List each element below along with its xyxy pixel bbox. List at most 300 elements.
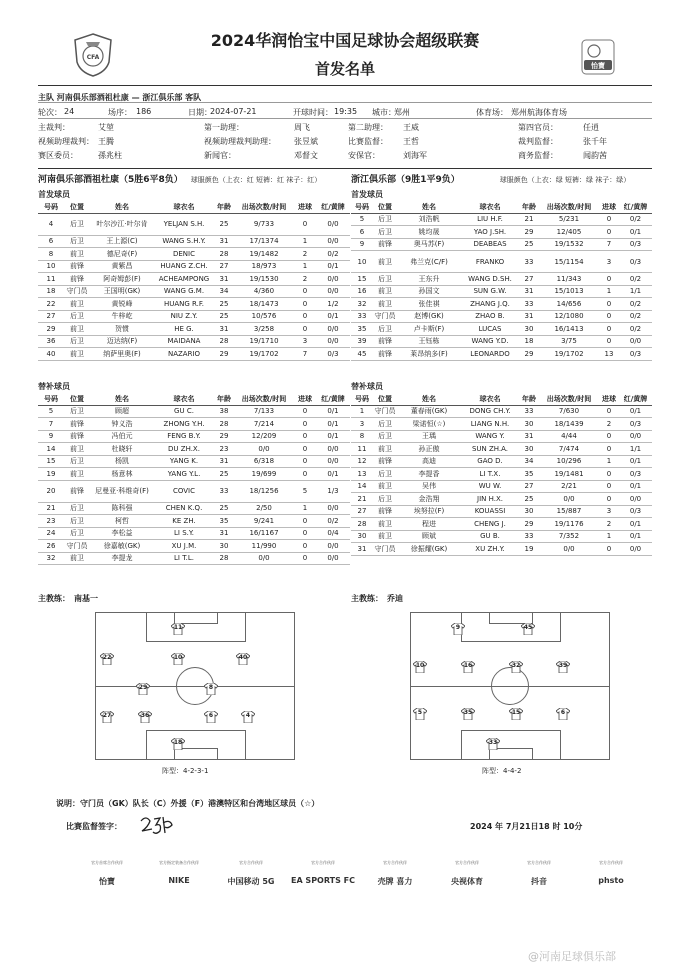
shirt-number: 8 (38, 248, 64, 261)
goals: 0 (599, 323, 619, 336)
official-name: 刘海军 (403, 151, 427, 160)
age: 28 (214, 248, 234, 261)
player-name: 陈科强 (90, 502, 154, 515)
marker-number: 10 (415, 662, 425, 669)
goals: 0 (294, 527, 316, 540)
position: 前卫 (373, 298, 397, 311)
cards: 0/3 (619, 505, 652, 518)
shirt-number: 14 (38, 443, 64, 456)
cards: 0/1 (619, 530, 652, 543)
age: 31 (214, 527, 234, 540)
apps-minutes: 16/1413 (539, 323, 599, 336)
shirt-number: 6 (351, 226, 373, 239)
shirt-number: 5 (38, 405, 64, 418)
cards: 1/2 (316, 298, 350, 311)
shirt-number: 20 (38, 480, 64, 502)
cards: 0/0 (619, 493, 652, 506)
home-team-name: 河南俱乐部酒祖杜康（5胜6平8负） (38, 175, 183, 185)
player-marker (486, 738, 500, 750)
shirt-name: JIN H.X. (461, 493, 519, 506)
age: 31 (214, 455, 234, 468)
official-label: 第二助理： (348, 123, 388, 132)
marker-number: 29 (138, 684, 148, 691)
sponsor-mark: 怡寶 (99, 877, 115, 886)
table-row (38, 273, 350, 286)
age: 30 (519, 443, 539, 456)
apps-minutes: 19/1176 (539, 518, 599, 531)
shirt-name: YELJAN S.H. (154, 213, 214, 235)
shirt-number: 11 (351, 443, 373, 456)
column-header: 进球 (599, 393, 619, 405)
apps-minutes: 7/214 (234, 418, 294, 431)
city-label: 城市： (372, 108, 396, 117)
table-row (38, 468, 350, 481)
player-name: 王瑀 (397, 430, 461, 443)
column-header: 球衣名 (154, 393, 214, 405)
player-marker (171, 623, 185, 635)
goals: 0 (599, 335, 619, 348)
official-label: 第四官员： (518, 123, 558, 132)
cards: 0/2 (619, 273, 652, 286)
column-header: 位置 (373, 393, 397, 405)
shirt-number: 40 (38, 348, 64, 361)
shirt-name: LIU H.F. (461, 213, 519, 226)
shirt-number: 5 (351, 213, 373, 226)
official-label: 第一助理： (204, 123, 244, 132)
table-row (351, 348, 652, 361)
home-kit-colors: 球服颜色（上衣：红 短裤：红 袜子：红） (190, 176, 322, 184)
sponsor-mark: 壳牌 喜力 (377, 877, 413, 886)
shirt-number: 27 (38, 310, 64, 323)
shirt-name: NIU Z.Y. (154, 310, 214, 323)
table-row (351, 493, 652, 506)
away-team-header (351, 172, 630, 185)
position: 前锋 (64, 480, 90, 502)
column-header: 球衣名 (461, 201, 519, 213)
shirt-name: DENIC (154, 248, 214, 261)
divider (38, 85, 652, 86)
shirt-name: YANG K. (154, 455, 214, 468)
apps-minutes: 19/1532 (539, 238, 599, 251)
cards: 0/3 (619, 348, 652, 361)
cards: 0/1 (316, 418, 350, 431)
player-marker (171, 738, 185, 750)
sponsor-mark: EA SPORTS FC (290, 876, 355, 885)
player-name: 赵博(GK) (397, 310, 461, 323)
official-name: 周飞 (294, 123, 310, 132)
player-name: 阿奇姆彭(F) (90, 273, 154, 286)
table-row (351, 543, 652, 556)
goals: 0 (294, 455, 316, 468)
official-label: 赛区委员： (38, 151, 78, 160)
player-marker (521, 623, 535, 635)
player-name: 杨意林 (90, 468, 154, 481)
shirt-name: XU ZH.Y. (461, 543, 519, 556)
table-row (351, 405, 652, 418)
player-name: 顾斌 (397, 530, 461, 543)
table-row (351, 238, 652, 251)
shirt-number: 9 (38, 430, 64, 443)
age: 25 (214, 298, 234, 311)
goals: 0 (599, 543, 619, 556)
position: 后卫 (64, 310, 90, 323)
marker-number: 16 (463, 662, 473, 669)
goals: 0 (294, 405, 316, 418)
table-row (38, 335, 350, 348)
cards: 0/0 (316, 443, 350, 456)
column-header: 年龄 (519, 201, 539, 213)
table-row (351, 480, 652, 493)
table-row (351, 505, 652, 518)
position: 后卫 (64, 502, 90, 515)
position: 后卫 (373, 493, 397, 506)
position: 前锋 (373, 455, 397, 468)
cards: 0/1 (316, 468, 350, 481)
shirt-name: LI S.Y. (154, 527, 214, 540)
home-starters-table (38, 201, 350, 361)
table-row (38, 443, 350, 456)
apps-minutes: 11/990 (234, 540, 294, 553)
shirt-name: SUN G.W. (461, 285, 519, 298)
player-name: 刘浩帆 (397, 213, 461, 226)
marker-number: 27 (102, 712, 112, 719)
round-label: 轮次： (38, 108, 62, 117)
column-header: 姓名 (397, 393, 461, 405)
marker-number: 4 (245, 712, 251, 719)
marker-number: 11 (173, 624, 183, 631)
goals: 0 (294, 323, 316, 336)
age: 31 (214, 273, 234, 286)
apps-minutes: 15/887 (539, 505, 599, 518)
apps-minutes: 0/0 (539, 543, 599, 556)
shirt-number: 1 (351, 405, 373, 418)
cards: 0/0 (316, 552, 350, 565)
shirt-number: 3 (351, 418, 373, 431)
shirt-number: 18 (38, 285, 64, 298)
apps-minutes: 19/1702 (234, 348, 294, 361)
apps-minutes: 2/21 (539, 480, 599, 493)
apps-minutes: 9/241 (234, 515, 294, 528)
away-formation-pitch (410, 612, 610, 760)
column-header: 出场次数/时间 (539, 393, 599, 405)
shirt-number: 10 (351, 251, 373, 273)
sponsor-caption: 官方合作伙伴 (599, 860, 623, 865)
shirt-name: FRANKO (461, 251, 519, 273)
player-name: 李提香 (397, 468, 461, 481)
shirt-number: 4 (38, 213, 64, 235)
column-header: 红/黄牌 (316, 393, 350, 405)
cards: 0/3 (619, 238, 652, 251)
shirt-name: XU J.M. (154, 540, 214, 553)
shirt-name: NAZARIO (154, 348, 214, 361)
sponsor-caption: 官方合作伙伴 (311, 860, 335, 865)
home-formation-pitch (95, 612, 295, 760)
marker-number: 32 (511, 662, 521, 669)
shirt-name: LI T.L. (154, 552, 214, 565)
table-row (351, 298, 652, 311)
league-title: 2024华润怡宝中国足球协会超级联赛 (210, 31, 480, 50)
age: 25 (519, 493, 539, 506)
age: 29 (214, 348, 234, 361)
away-team-name: 浙江俱乐部（9胜1平9负） (351, 175, 460, 185)
player-name: 莱昂纳多(F) (397, 348, 461, 361)
goals: 1 (294, 502, 316, 515)
home-coach (38, 593, 98, 604)
column-header: 位置 (64, 393, 90, 405)
shirt-name: LIANG N.H. (461, 418, 519, 431)
table-row (351, 323, 652, 336)
table-row (38, 418, 350, 431)
official-name: 闻韵茜 (583, 151, 607, 160)
age: 38 (214, 405, 234, 418)
marker-number: 39 (558, 662, 568, 669)
csl-logo-text: 怡寶 (591, 62, 605, 70)
shirt-name: DU ZH.X. (154, 443, 214, 456)
position: 后卫 (64, 515, 90, 528)
age: 25 (214, 213, 234, 235)
official-label: 商务监督： (518, 151, 558, 160)
position: 守门员 (64, 540, 90, 553)
cards: 0/0 (316, 273, 350, 286)
marker-number: 15 (511, 709, 521, 716)
sponsor-logo (144, 860, 214, 910)
table-row (351, 251, 652, 273)
table-row (351, 310, 652, 323)
apps-minutes: 9/733 (234, 213, 294, 235)
goals: 0 (294, 468, 316, 481)
position: 后卫 (373, 468, 397, 481)
cards: 0/1 (316, 405, 350, 418)
apps-minutes: 19/1481 (539, 468, 599, 481)
goals: 1 (294, 260, 316, 273)
marker-number: 6 (208, 712, 214, 719)
table-row (38, 430, 350, 443)
shirt-number: 13 (351, 468, 373, 481)
goals: 7 (294, 348, 316, 361)
position: 前卫 (64, 552, 90, 565)
player-name: 钟义浩 (90, 418, 154, 431)
position: 后卫 (64, 235, 90, 248)
age: 33 (519, 530, 539, 543)
goals: 0 (294, 540, 316, 553)
table-header-row (38, 201, 350, 213)
goals: 1 (599, 530, 619, 543)
column-header: 号码 (38, 201, 64, 213)
table-row (351, 226, 652, 239)
goals: 0 (294, 430, 316, 443)
sponsor-caption: 官方合作伙伴 (383, 860, 407, 865)
shirt-number: 19 (38, 468, 64, 481)
position: 后卫 (373, 213, 397, 226)
shirt-number: 39 (351, 335, 373, 348)
cards: 0/0 (316, 323, 350, 336)
apps-minutes: 18/1439 (539, 418, 599, 431)
apps-minutes: 7/474 (539, 443, 599, 456)
position: 守门员 (373, 310, 397, 323)
shirt-number: 12 (351, 455, 373, 468)
apps-minutes: 17/1374 (234, 235, 294, 248)
cards: 0/0 (316, 213, 350, 235)
shirt-name: LEONARDO (461, 348, 519, 361)
age: 28 (214, 335, 234, 348)
age: 31 (214, 323, 234, 336)
cards: 0/1 (619, 455, 652, 468)
player-name: 金浩翔 (397, 493, 461, 506)
position: 前卫 (373, 480, 397, 493)
shirt-name: ZHAO B. (461, 310, 519, 323)
position: 前卫 (373, 251, 397, 273)
position: 后卫 (64, 405, 90, 418)
goals: 0 (599, 480, 619, 493)
table-row (38, 235, 350, 248)
away-coach-label: 主教练： (351, 594, 383, 603)
position: 前锋 (64, 430, 90, 443)
column-header: 出场次数/时间 (234, 201, 294, 213)
apps-minutes: 19/1702 (539, 348, 599, 361)
position: 后卫 (373, 430, 397, 443)
column-header: 号码 (38, 393, 64, 405)
table-row (351, 285, 652, 298)
player-marker (556, 661, 570, 673)
game-value: 186 (136, 107, 152, 116)
player-name: 王上源(C) (90, 235, 154, 248)
cards: 0/3 (316, 348, 350, 361)
age: 29 (214, 430, 234, 443)
position: 前卫 (64, 468, 90, 481)
apps-minutes: 7/133 (234, 405, 294, 418)
shirt-name: WU W. (461, 480, 519, 493)
cards: 0/2 (316, 515, 350, 528)
player-name: 迈达纳(F) (90, 335, 154, 348)
shirt-number: 9 (351, 238, 373, 251)
cards: 0/0 (619, 335, 652, 348)
sponsor-mark: phsto (598, 876, 624, 885)
home-coach-label: 主教练： (38, 594, 70, 603)
age: 33 (519, 298, 539, 311)
table-row (351, 468, 652, 481)
player-name: 顾超 (90, 405, 154, 418)
table-header-row (351, 201, 652, 213)
official-name: 任逍 (583, 123, 599, 132)
age: 27 (214, 260, 234, 273)
table-row (38, 213, 350, 235)
shirt-number: 32 (38, 552, 64, 565)
table-row (351, 530, 652, 543)
home-starters-label: 首发球员 (38, 190, 70, 199)
goals: 2 (599, 418, 619, 431)
shirt-number: 29 (38, 323, 64, 336)
age: 30 (519, 418, 539, 431)
goals: 0 (599, 405, 619, 418)
cards: 0/0 (316, 455, 350, 468)
age: 30 (214, 540, 234, 553)
column-header: 号码 (351, 393, 373, 405)
sponsor-caption: 官方首席合作伙伴 (91, 860, 123, 865)
apps-minutes: 12/1080 (539, 310, 599, 323)
divider (38, 118, 652, 119)
table-row (38, 260, 350, 273)
goals: 0 (599, 298, 619, 311)
apps-minutes: 19/1530 (234, 273, 294, 286)
cards: 0/3 (619, 251, 652, 273)
apps-minutes: 19/1482 (234, 248, 294, 261)
age: 34 (214, 285, 234, 298)
home-coach-name: 南基一 (74, 594, 98, 603)
cards: 0/1 (619, 518, 652, 531)
venue-label: 体育场： (476, 108, 508, 117)
goals: 0 (294, 552, 316, 565)
player-marker (171, 653, 185, 665)
position: 前卫 (64, 443, 90, 456)
apps-minutes: 18/973 (234, 260, 294, 273)
goals: 2 (294, 273, 316, 286)
marker-number: 35 (463, 709, 473, 716)
sponsor-caption: 官方合作伙伴 (527, 860, 551, 865)
cards: 1/1 (619, 285, 652, 298)
table-row (38, 540, 350, 553)
away-starters-table (351, 201, 652, 361)
column-header: 年龄 (214, 201, 234, 213)
official-name: 王哲 (403, 137, 419, 146)
goals: 0 (599, 226, 619, 239)
official-label: 比赛监督： (348, 137, 388, 146)
age: 29 (519, 348, 539, 361)
game-label: 场序： (108, 108, 132, 117)
shirt-name: YANG Y.L. (154, 468, 214, 481)
official-name: 王腾 (98, 137, 114, 146)
goals: 0 (599, 493, 619, 506)
age: 30 (519, 505, 539, 518)
cards: 0/2 (619, 298, 652, 311)
shirt-name: WANG D.SH. (461, 273, 519, 286)
home-subs-table (38, 393, 350, 565)
cards: 0/0 (316, 335, 350, 348)
shirt-name: WANG S.H.Y. (154, 235, 214, 248)
position: 前卫 (64, 298, 90, 311)
goals: 13 (599, 348, 619, 361)
marker-number: 5 (417, 709, 423, 716)
shirt-number: 11 (38, 273, 64, 286)
age: 31 (519, 285, 539, 298)
apps-minutes: 0/0 (234, 552, 294, 565)
position: 前卫 (373, 518, 397, 531)
apps-minutes: 5/231 (539, 213, 599, 226)
marker-number: 40 (238, 654, 248, 661)
player-name: 卢卡斯(F) (397, 323, 461, 336)
player-name: 纳萨里奥(F) (90, 348, 154, 361)
shirt-number: 45 (351, 348, 373, 361)
column-header: 进球 (599, 201, 619, 213)
sheet-subtitle: 首发名单 (314, 60, 375, 78)
player-name: 姚均晟 (397, 226, 461, 239)
position: 前锋 (373, 505, 397, 518)
table-row (38, 348, 350, 361)
apps-minutes: 0/0 (539, 493, 599, 506)
age: 34 (519, 455, 539, 468)
player-marker (138, 711, 152, 723)
player-name: 李松益 (90, 527, 154, 540)
shirt-name: YAO J.SH. (461, 226, 519, 239)
cards: 0/4 (316, 527, 350, 540)
goals: 0 (294, 515, 316, 528)
age: 30 (519, 323, 539, 336)
official-name: 张昱斌 (294, 137, 318, 146)
age: 23 (214, 443, 234, 456)
player-name: 李提龙 (90, 552, 154, 565)
round-value: 24 (64, 107, 75, 116)
cards: 0/3 (619, 418, 652, 431)
player-name: 高迪 (397, 455, 461, 468)
